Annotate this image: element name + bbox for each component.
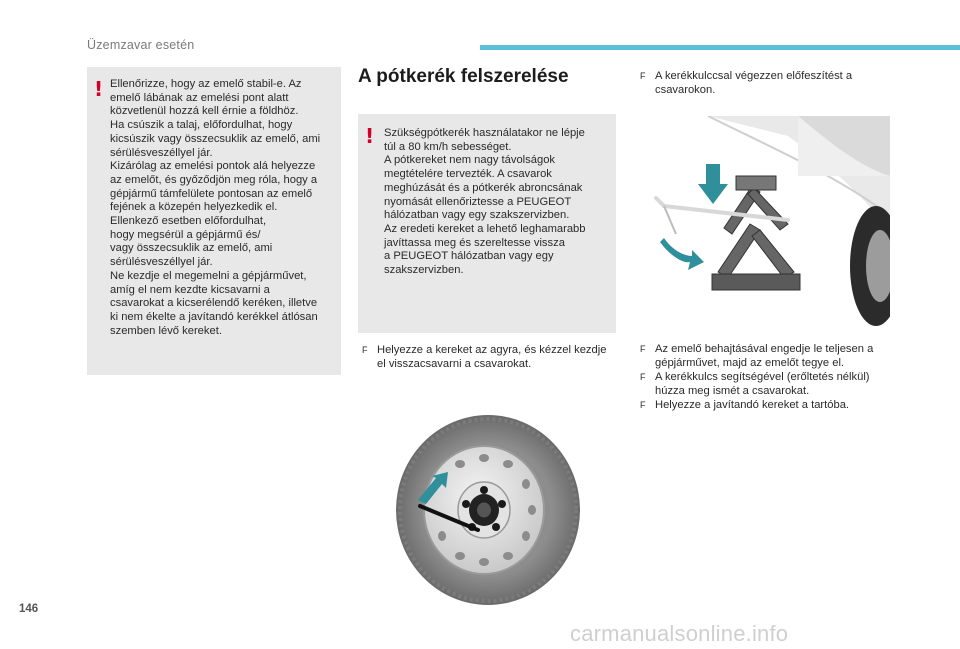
watermark: carmanualsonline.info [570,621,789,646]
page-title: A pótkerék felszerelése [358,66,569,87]
step-right-2 [640,343,892,370]
page-number: 146 [19,603,39,615]
step-mid-1 [362,344,612,371]
warning-text-left: Ellenőrizze, hogy az emelő stabil-e. Az emelő lábának az emelési pont alatt közvetlenül hozzá kell érnie a földhöz. Ha csúszik a talaj, előfordulhat, hogy kicsúszik vagy összecsuklik az emelő, ami sérülésveszéllyel jár. Kizárólag az emelési pontok alá helyezze az emelőt, és győződjön meg róla, hogy a gépjármű támfelülete pontosan az emelő fejének a közepén helyezkedik el. Ellenkező esetben előfordulhat, hogy megsérül a gépjármű és/ vagy összecsuklik az emelő, ami sérülésveszéllyel jár. Ne kezdje el megemelni a gépjárművet, amíg el nem kezdte kicsavarni a csavarokat a kicserélendő keréken, illetve ki nem ékelte a javítandó kerékkel átlósan szemben lévő kereket. [110,78,321,337]
step-text: A kerékkulccsal végezzen előfeszítést a csavarokon. [655,70,853,96]
step-right-1 [640,70,890,97]
spare-wheel-illustration [390,412,586,608]
jack-illustration [648,116,890,330]
step-text: A kerékkulcs segítségével (erőltetés nélkül) húzza meg ismét a csavarokat. [655,371,870,397]
arrow-bullet-icon: F [640,400,646,410]
step-text: Helyezze a javítandó kereket a tartóba. [655,399,850,411]
warning-exclamation-icon: ! [365,124,375,148]
arrow-bullet-icon: F [640,372,646,382]
step-text: Az emelő behajtásával engedje le teljesen a gépjárművet, majd az emelőt tegye el. [655,343,874,369]
arrow-bullet-icon: F [640,344,646,354]
arrow-bullet-icon: F [640,71,646,81]
warning-exclamation-icon: ! [94,77,104,101]
warning-box-left [87,67,341,375]
step-text: Helyezze a kereket az agyra, és kézzel kezdje el visszacsavarni a csavarokat. [377,344,607,370]
step-right-3 [640,371,892,398]
section-title: Üzemzavar esetén [87,38,195,52]
warning-box-mid [358,114,616,333]
warning-text-mid: Szükségpótkerék használatakor ne lépje túl a 80 km/h sebességet. A pótkereket nem nagy távolságok megtételére tervezték. A csavarok meghúzását és a pótkerék abroncsának nyomását ellenőriztesse a PEUGEOT hálózatban vagy egy szakszervizben. Az eredeti kereket a lehető leghamarabb javíttassa meg és szereltesse vissza a PEUGEOT hálózatban vagy egy szakszervizben. [384,127,586,277]
arrow-bullet-icon: F [362,345,368,355]
section-accent-bar [480,45,960,50]
step-right-4 [640,399,892,413]
